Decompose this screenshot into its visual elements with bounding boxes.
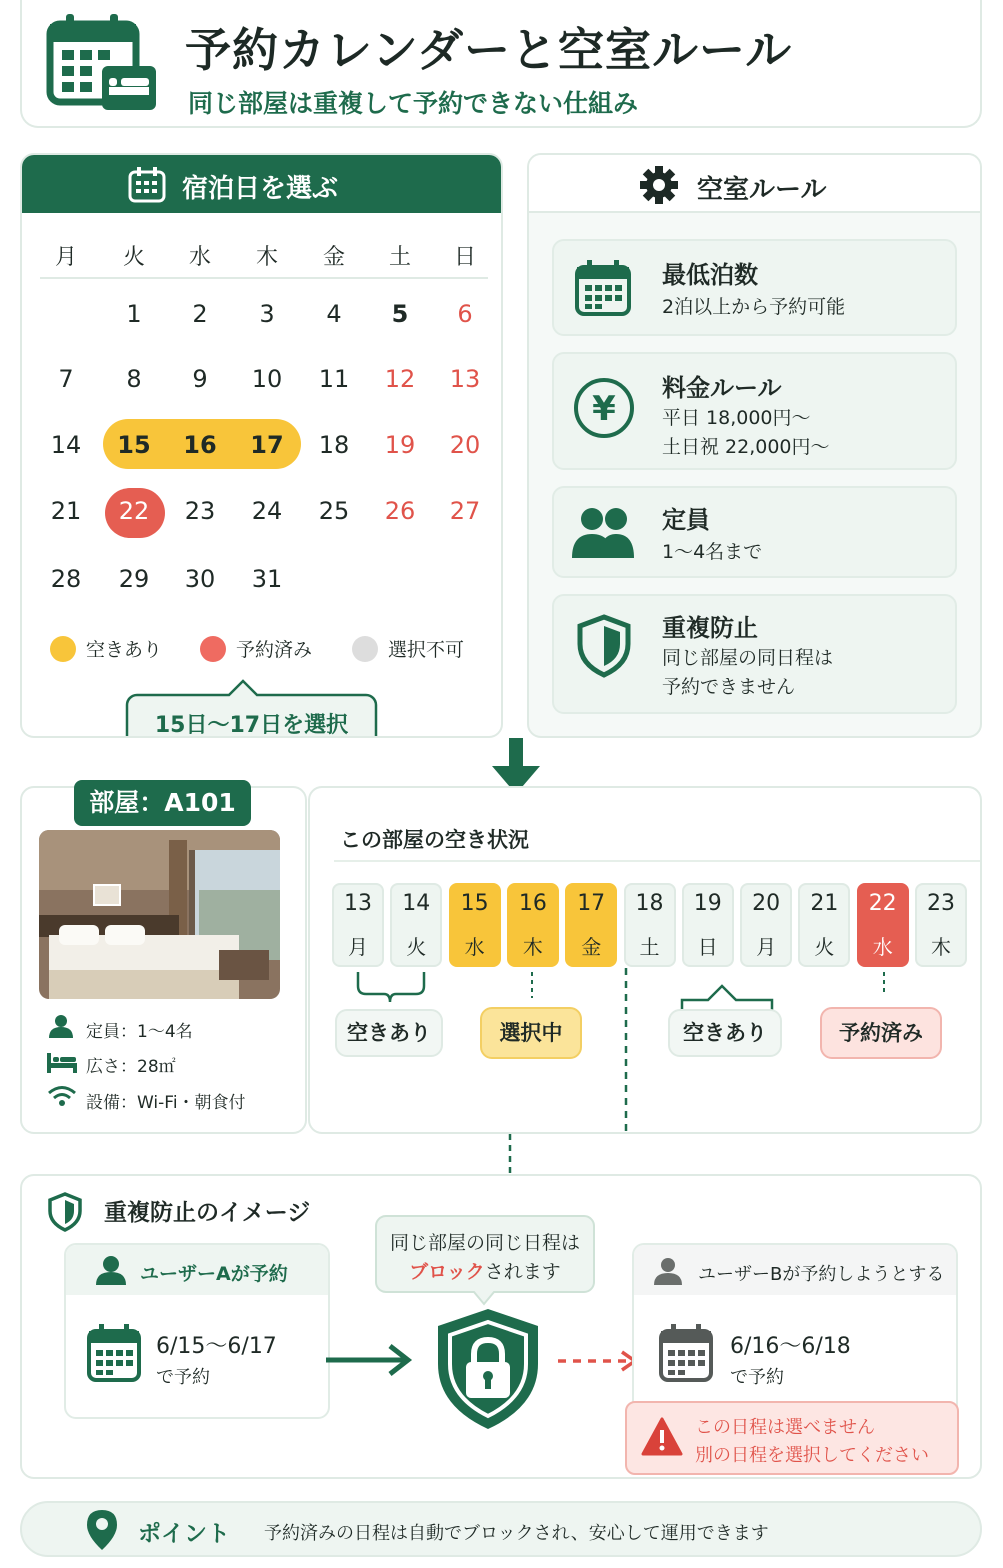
- day-weekday: 木: [931, 935, 951, 959]
- calendar-day[interactable]: 25: [318, 497, 350, 525]
- warning-icon: [641, 1417, 683, 1457]
- duplicate-heading: 重複防止のイメージ: [104, 1200, 311, 1226]
- calendar-icon: [658, 1323, 714, 1383]
- page-title: 予約カレンダーと空室ルール: [185, 23, 793, 77]
- calendar-day[interactable]: 2: [192, 300, 208, 328]
- rule-title: 料金ルール: [662, 374, 782, 402]
- availability-day-free[interactable]: [390, 883, 442, 967]
- shield-icon: [48, 1192, 82, 1232]
- point-banner: [20, 1501, 982, 1557]
- rule-desc: 土日祝 22,000円〜: [662, 436, 830, 458]
- user-icon: [96, 1255, 126, 1285]
- page-subtitle: 同じ部屋は重複して予約できない仕組み: [188, 89, 639, 118]
- room-photo: [39, 830, 280, 999]
- day-weekday: 水: [872, 935, 893, 959]
- bed-icon: [47, 1051, 77, 1073]
- day-number: 13: [344, 891, 372, 916]
- availability-day-booked[interactable]: [857, 883, 909, 967]
- rule-desc: 2泊以上から予約可能: [662, 296, 846, 318]
- location-pin-icon: [86, 1509, 118, 1551]
- rule-title: 定員: [662, 506, 710, 534]
- gear-icon: [639, 165, 679, 205]
- day-number: 18: [635, 891, 664, 916]
- status-label-free: 空きあり: [668, 1009, 782, 1057]
- weekday-label: 日: [453, 245, 476, 270]
- day-number: 20: [752, 891, 781, 916]
- wifi-icon: [47, 1085, 77, 1107]
- calendar-icon: [86, 1323, 142, 1383]
- calendar-bed-icon: [46, 14, 158, 112]
- calendar-icon: [128, 167, 166, 203]
- calendar-day[interactable]: 15: [117, 431, 151, 459]
- day-weekday: 月: [756, 935, 777, 959]
- users-icon: [572, 506, 634, 560]
- rules-header: [529, 155, 980, 213]
- callout-line1: 同じ部屋の同じ日程は: [389, 1232, 580, 1254]
- legend-dot: [200, 636, 226, 662]
- calendar-day[interactable]: 18: [318, 431, 350, 459]
- svg-text:¥: ¥: [592, 389, 616, 429]
- availability-heading: この部屋の空き状況: [340, 828, 529, 852]
- day-weekday: 火: [406, 935, 427, 959]
- legend-label: 予約済み: [236, 639, 313, 661]
- user-b-note: で予約: [730, 1367, 784, 1388]
- legend-dot: [50, 636, 76, 662]
- point-text: 予約済みの日程は自動でブロックされ、安心して運用できます: [264, 1523, 769, 1544]
- calendar-day[interactable]: 13: [449, 365, 481, 393]
- user-a-label: ユーザーAが予約: [140, 1263, 288, 1285]
- room-size: 広さ：28㎡: [86, 1057, 176, 1077]
- lock-shield-icon: [434, 1306, 542, 1432]
- legend-label: 選択不可: [388, 639, 465, 661]
- legend-available: [50, 635, 162, 662]
- right-arrow-icon: [324, 1340, 414, 1380]
- selection-label: 15日〜17日を選択: [154, 713, 349, 738]
- weekday-label: 火: [122, 245, 145, 270]
- calendar-day[interactable]: 1: [126, 300, 142, 328]
- availability-day-free[interactable]: [740, 883, 792, 967]
- status-label-selected: 選択中: [480, 1007, 582, 1059]
- day-number: 14: [402, 891, 431, 916]
- weekday-label: 水: [188, 245, 211, 270]
- calendar-card: [20, 153, 503, 738]
- availability-card: [308, 786, 982, 1134]
- calendar-day[interactable]: 11: [318, 365, 350, 393]
- weekday-label: 金: [322, 245, 345, 270]
- calendar-day[interactable]: 7: [58, 365, 74, 393]
- room-name-badge: 部屋：A101: [74, 780, 251, 826]
- day-weekday: 火: [814, 935, 835, 959]
- day-weekday: 金: [581, 935, 602, 959]
- calendar-day[interactable]: 17: [250, 431, 284, 459]
- rule-duplicate-prevention: [552, 594, 957, 714]
- calendar-day[interactable]: 14: [50, 431, 82, 459]
- calendar-icon: [574, 259, 632, 317]
- calendar-day[interactable]: 24: [251, 497, 283, 525]
- rules-card: [527, 153, 982, 738]
- divider: [334, 860, 980, 862]
- rule-min-nights: [552, 239, 957, 336]
- user-icon: [48, 1014, 74, 1038]
- dashed-right-arrow-icon: [556, 1347, 642, 1375]
- shield-icon: [576, 614, 632, 678]
- rule-pricing: [552, 352, 957, 470]
- calendar-day[interactable]: 16: [183, 431, 217, 459]
- calendar-day[interactable]: 28: [50, 565, 82, 593]
- calendar-day[interactable]: 27: [449, 497, 481, 525]
- weekday-label: 土: [388, 245, 411, 270]
- day-number: 21: [810, 891, 839, 916]
- availability-day-free[interactable]: [624, 883, 676, 967]
- rule-capacity: [552, 486, 957, 578]
- availability-day-selected[interactable]: [565, 883, 617, 967]
- legend-unavailable: [352, 635, 464, 662]
- header-card: [20, 0, 982, 128]
- room-capacity: 定員：1〜4名: [86, 1022, 193, 1042]
- day-number: 17: [577, 891, 606, 916]
- yen-icon: [572, 376, 636, 440]
- rule-title: 最低泊数: [662, 261, 758, 289]
- divider: [40, 277, 488, 279]
- calendar-day[interactable]: 23: [184, 497, 216, 525]
- room-card: [20, 786, 307, 1134]
- day-weekday: 日: [697, 935, 718, 959]
- calendar-day[interactable]: 26: [384, 497, 416, 525]
- day-number: 22: [868, 891, 897, 916]
- availability-day-free[interactable]: [332, 883, 384, 967]
- weekday-label: 木: [255, 245, 278, 270]
- callout-rest: されます: [484, 1261, 561, 1283]
- day-number: 16: [518, 891, 547, 916]
- day-weekday: 土: [639, 935, 660, 959]
- calendar-day[interactable]: 21: [50, 497, 82, 525]
- warning-box: [625, 1401, 959, 1475]
- availability-day-free[interactable]: [682, 883, 734, 967]
- calendar-day[interactable]: 20: [449, 431, 481, 459]
- point-label: ポイント: [138, 1521, 230, 1547]
- calendar-header-bar: [22, 155, 503, 213]
- user-a-dates: 6/15〜6/17: [156, 1334, 277, 1359]
- weekday-label: 月: [54, 245, 77, 270]
- user-b-label: ユーザーBが予約しようとする: [698, 1264, 945, 1285]
- rule-desc: 予約できません: [662, 676, 796, 698]
- callout-line2: [374, 1257, 596, 1284]
- warning-line2: 別の日程を選択してください: [695, 1445, 929, 1466]
- calendar-day[interactable]: 6: [457, 300, 473, 328]
- availability-day-free[interactable]: [915, 883, 967, 967]
- calendar-day[interactable]: 19: [384, 431, 416, 459]
- day-number: 19: [693, 891, 722, 916]
- room-amenities: 設備：Wi-Fi・朝食付: [86, 1093, 246, 1113]
- calendar-heading: 宿泊日を選ぶ: [182, 174, 339, 204]
- legend-label: 空きあり: [86, 639, 163, 661]
- calendar-day[interactable]: 30: [184, 565, 216, 593]
- availability-day-selected[interactable]: [507, 883, 559, 967]
- calendar-day[interactable]: 12: [384, 365, 416, 393]
- rule-desc: 同じ部屋の同日程は: [662, 647, 834, 669]
- rule-desc: 平日 18,000円〜: [662, 407, 811, 429]
- calendar-day[interactable]: 10: [251, 365, 283, 393]
- day-number: 15: [460, 891, 489, 916]
- callout-block-word: ブロック: [409, 1261, 485, 1283]
- calendar-day[interactable]: 3: [259, 300, 275, 328]
- user-a-note: で予約: [156, 1367, 210, 1388]
- rule-title: 重複防止: [662, 614, 758, 642]
- legend-booked: [200, 635, 312, 662]
- rule-desc: 1〜4名まで: [662, 541, 763, 563]
- availability-day-selected[interactable]: [449, 883, 501, 967]
- status-label-booked: 予約済み: [820, 1007, 942, 1059]
- user-icon: [654, 1257, 682, 1285]
- day-weekday: 月: [348, 935, 368, 959]
- calendar-day[interactable]: 4: [326, 300, 342, 328]
- calendar-day[interactable]: 9: [192, 365, 208, 393]
- day-weekday: 水: [464, 935, 485, 959]
- availability-day-free[interactable]: [798, 883, 850, 967]
- calendar-day[interactable]: 5: [391, 300, 409, 328]
- warning-line1: この日程は選べません: [695, 1417, 875, 1438]
- day-weekday: 木: [522, 935, 543, 959]
- legend-dot: [352, 636, 378, 662]
- calendar-day[interactable]: 8: [126, 365, 142, 393]
- calendar-day[interactable]: 29: [118, 565, 150, 593]
- rules-heading: 空室ルール: [697, 175, 827, 205]
- day-number: 23: [927, 891, 955, 916]
- duplicate-prevention-card: [20, 1174, 982, 1479]
- user-a-card: [64, 1243, 330, 1419]
- calendar-day[interactable]: 22: [118, 497, 150, 525]
- status-label-free: 空きあり: [335, 1009, 443, 1057]
- calendar-day[interactable]: 31: [251, 565, 283, 593]
- user-b-dates: 6/16〜6/18: [730, 1334, 851, 1359]
